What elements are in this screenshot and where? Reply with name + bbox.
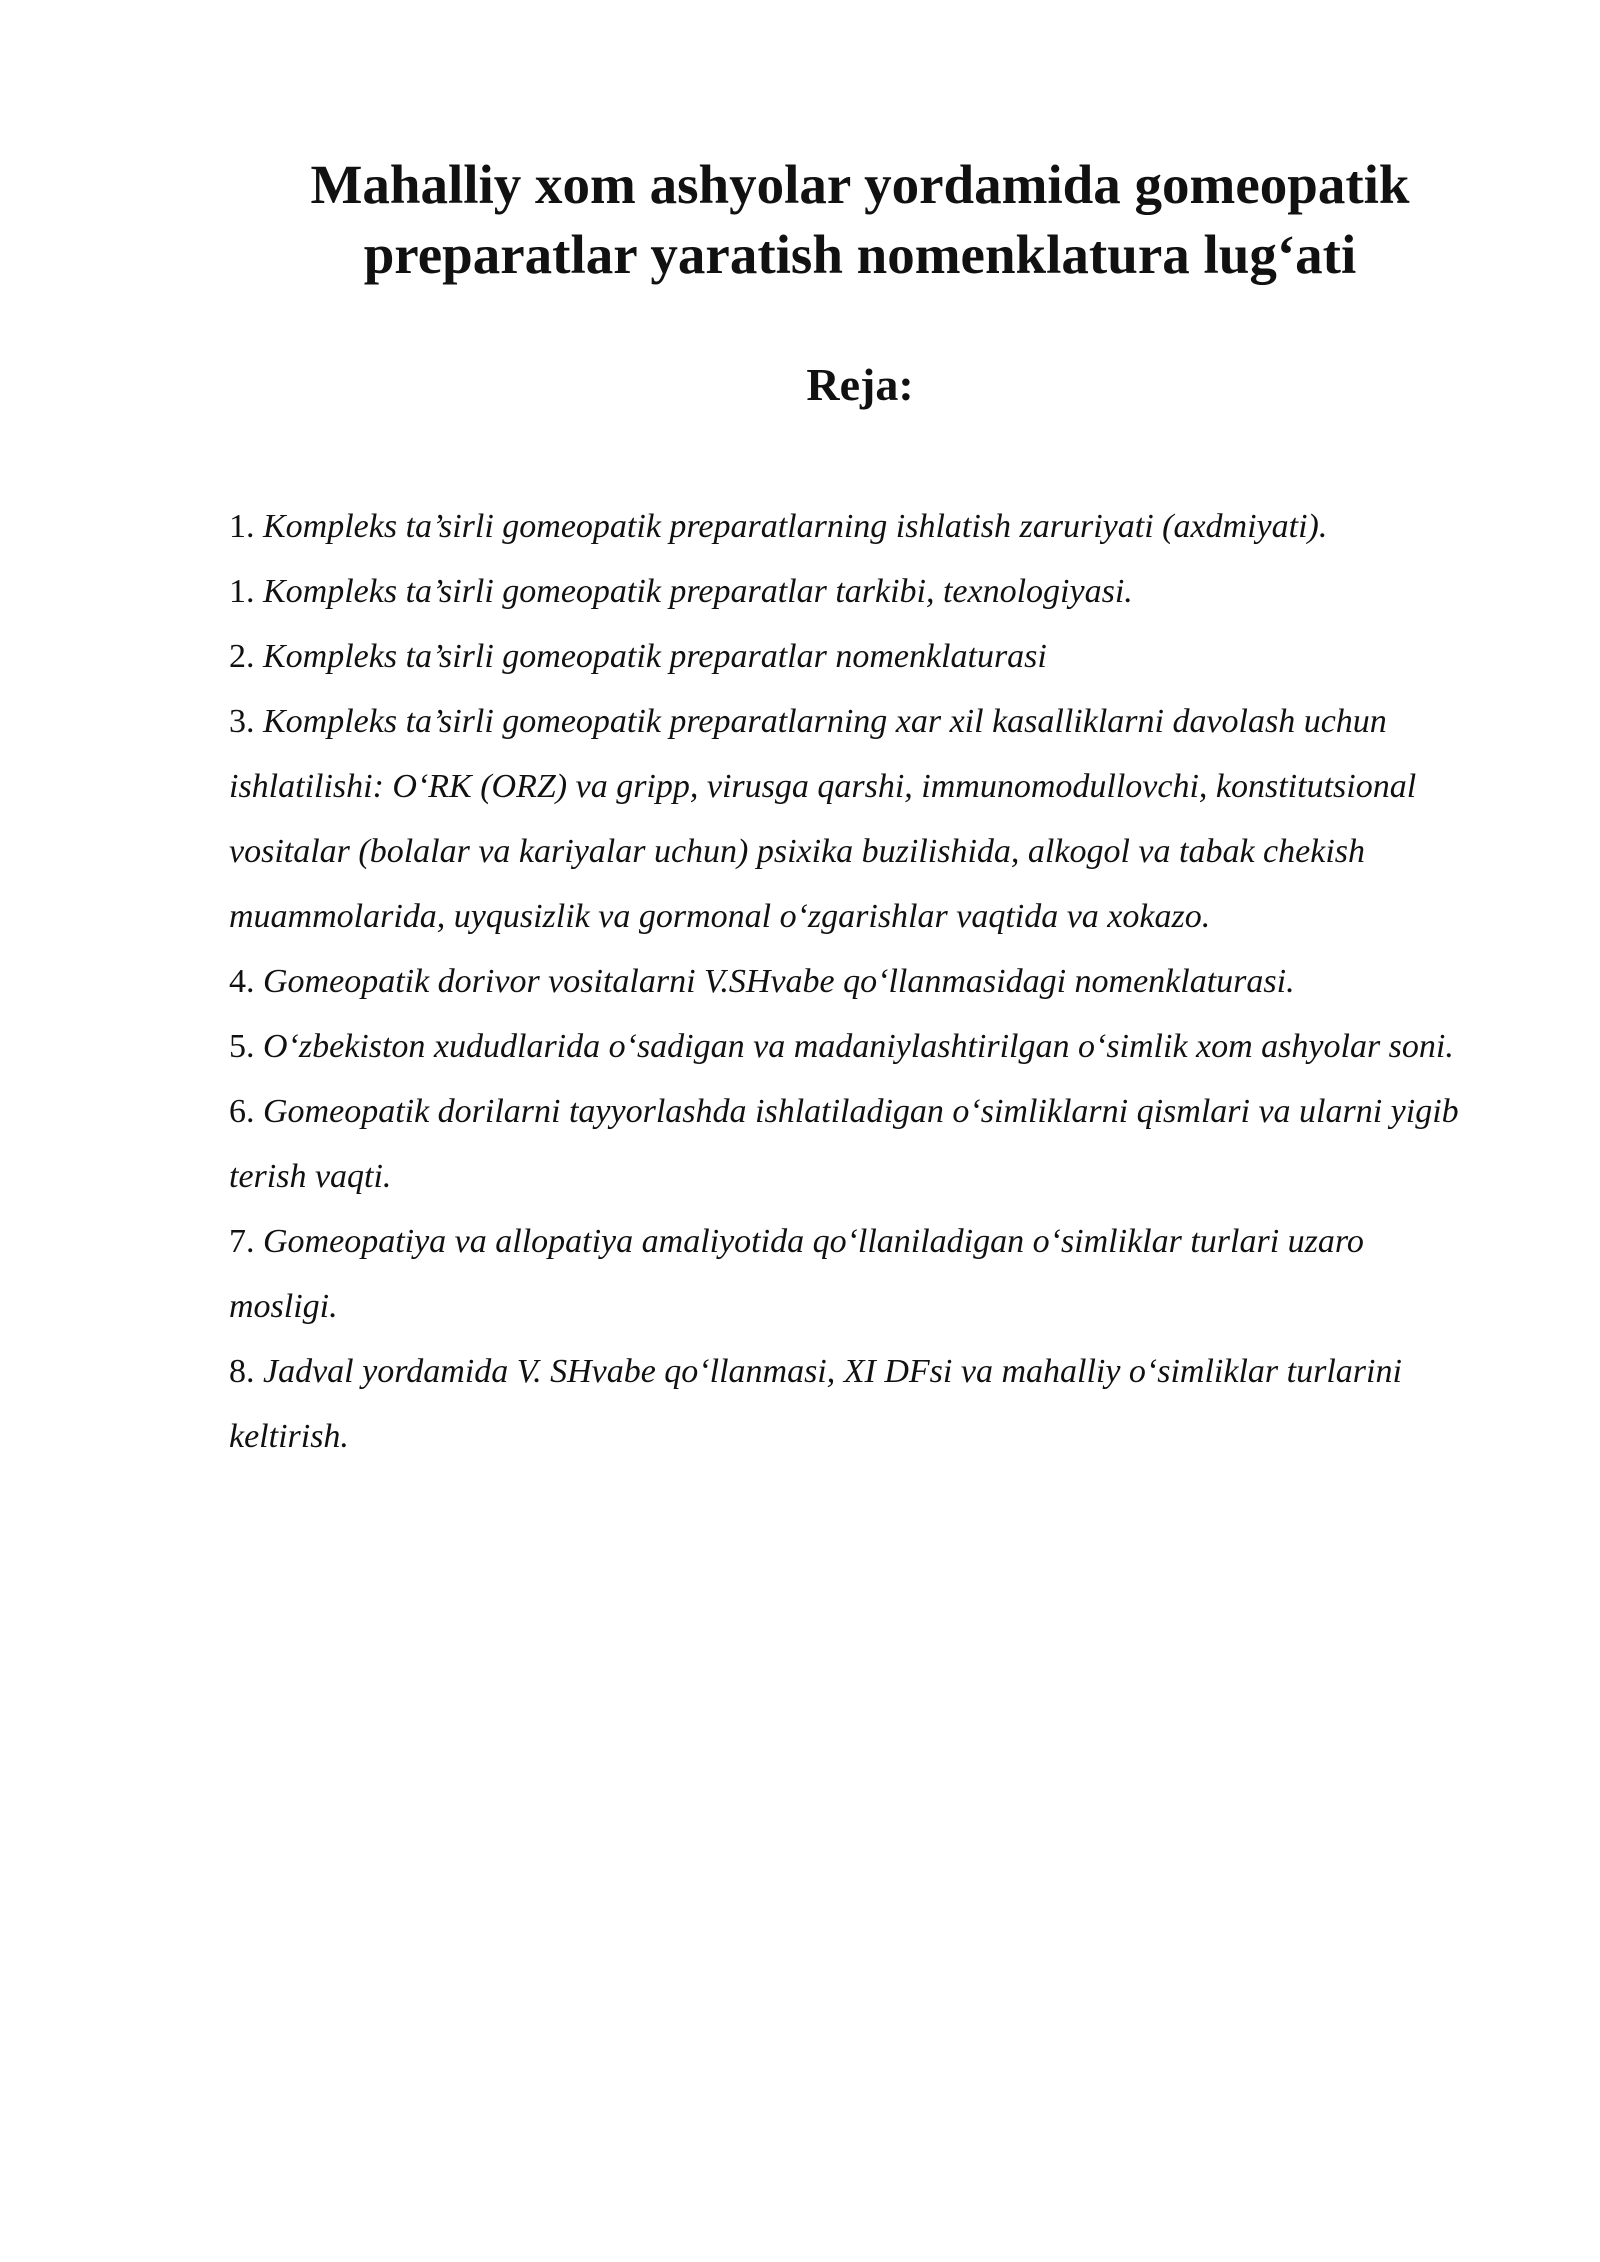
- plan-item-number: 1.: [229, 508, 255, 545]
- plan-item: [229, 1014, 1479, 1079]
- plan-item-text: O‘zbekiston xududlarida o‘sadigan va madaniylashtirilgan o‘simlik xom ashyolar soni.: [263, 1028, 1454, 1065]
- plan-item-text: Kompleks ta’sirli gomeopatik preparatlarning xar xil kasalliklarni davolash uchun ishlatilishi: O‘RK (ORZ) va gripp, virusga qarshi, immunomodullovchi, konstitutsional vositalar (bolalar va kariyalar uchun) psixika buzilishida, alkogol va tabak chekish muammolarida, uyqusizlik va gormonal o‘zgarishlar vaqtida va xokazo.: [229, 703, 1417, 935]
- plan-list: [229, 494, 1479, 1469]
- plan-item-number: 5.: [229, 1028, 255, 1065]
- document-title: Mahalliy xom ashyolar yordamida gomeopatik preparatlar yaratish nomenklatura lug‘ati: [310, 154, 1410, 285]
- plan-item-text: Jadval yordamida V. SHvabe qo‘llanmasi, XI DFsi va mahalliy o‘simliklar turlarini keltirish.: [229, 1353, 1402, 1455]
- plan-item-number: 4.: [229, 963, 255, 1000]
- plan-item: [229, 949, 1479, 1014]
- plan-item-text: Gomeopatik dorivor vositalarni V.SHvabe qo‘llanmasidagi nomenklaturasi.: [263, 963, 1295, 1000]
- plan-item: [229, 559, 1479, 624]
- plan-item-number: 8.: [229, 1353, 255, 1390]
- plan-item: [229, 1339, 1479, 1469]
- plan-item-number: 6.: [229, 1093, 255, 1130]
- plan-item: [229, 1209, 1479, 1339]
- plan-item-text: Kompleks ta’sirli gomeopatik preparatlarning ishlatish zaruriyati (axdmiyati).: [263, 508, 1328, 545]
- plan-item-text: Gomeopatik dorilarni tayyorlashda ishlatiladigan o‘simliklarni qismlari va ularni yigib terish vaqti.: [229, 1093, 1459, 1195]
- plan-item-text: Kompleks ta’sirli gomeopatik preparatlar nomenklaturasi: [263, 638, 1047, 675]
- plan-item-number: 2.: [229, 638, 255, 675]
- plan-item: [229, 689, 1479, 949]
- plan-item-number: 7.: [229, 1223, 255, 1260]
- plan-item-number: 3.: [229, 703, 255, 740]
- plan-item-number: 1.: [229, 573, 255, 610]
- plan-item: [229, 494, 1479, 559]
- plan-item: [229, 624, 1479, 689]
- plan-item-text: Gomeopatiya va allopatiya amaliyotida qo‘llaniladigan o‘simliklar turlari uzaro mosligi.: [229, 1223, 1364, 1325]
- plan-item-text: Kompleks ta’sirli gomeopatik preparatlar tarkibi, texnologiyasi.: [263, 573, 1133, 610]
- plan-item: [229, 1079, 1479, 1209]
- plan-heading: Reja:: [806, 359, 914, 410]
